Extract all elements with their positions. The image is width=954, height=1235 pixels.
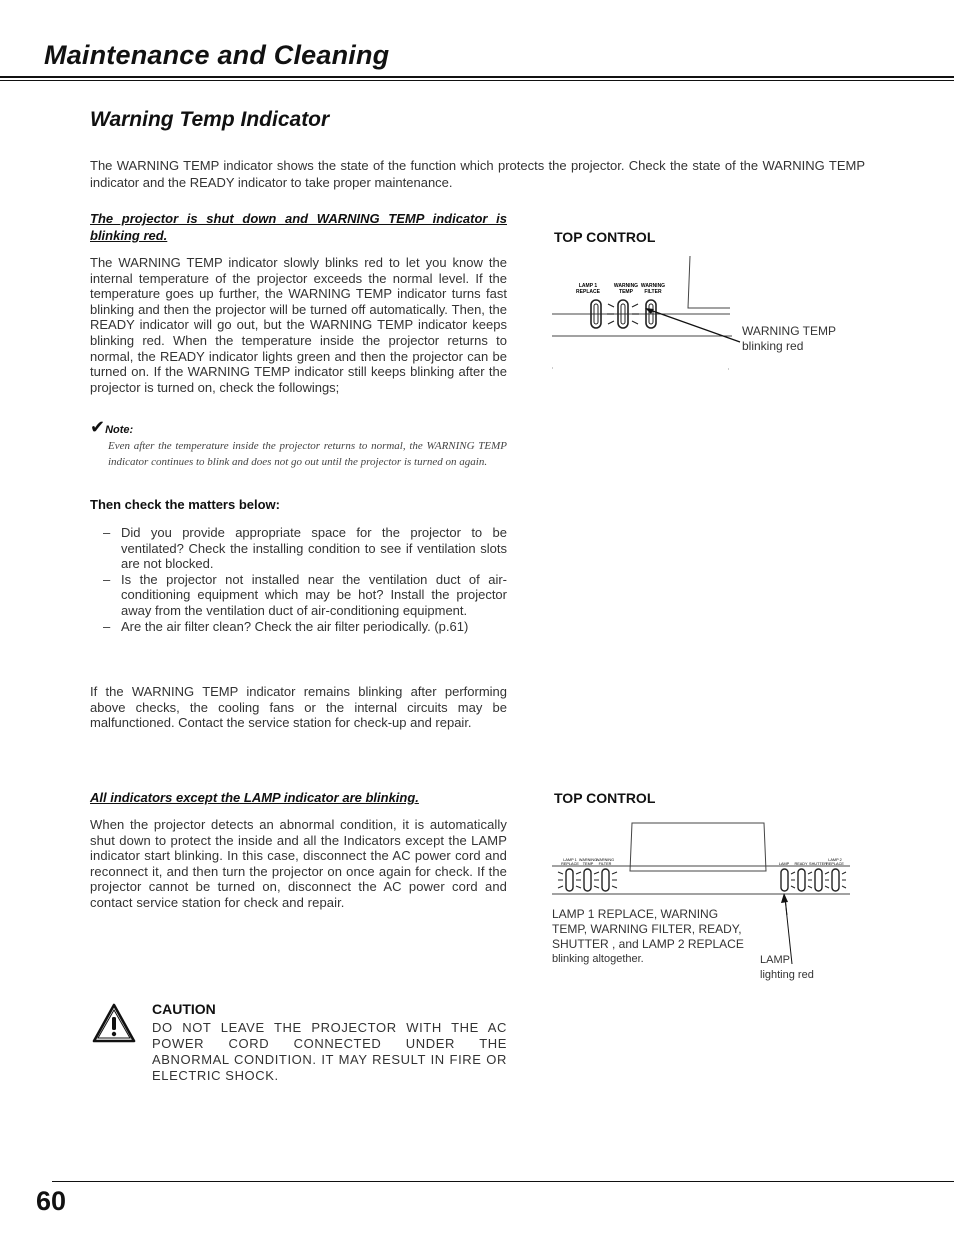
header-rule xyxy=(0,76,954,78)
note-text: Even after the temperature inside the projector returns to normal, the WARNING TEMP indicator continues to blink and does not go out until the projector is turned on again. xyxy=(108,440,507,468)
indicator-label: FILTER xyxy=(644,289,662,295)
checkmark-icon: ✔ xyxy=(90,417,106,437)
indicator-label: WARNING xyxy=(595,858,615,862)
page-number: 60 xyxy=(36,1186,67,1216)
indicator-label: WARNING xyxy=(613,283,639,289)
case2-heading: All indicators except the LAMP indicator are blinking. xyxy=(90,790,419,805)
top-control-diagram-2 xyxy=(550,815,870,915)
indicator-label: WARNING xyxy=(578,858,598,862)
caution-text: DO NOT LEAVE THE PROJECTOR WITH THE AC POWER CORD CONNECTED UNDER THE ABNORMAL CONDITION. IT MAY RESULT IN FIRE OR ELECTRIC SHOCK. xyxy=(152,1020,507,1083)
note-label: Note: xyxy=(105,424,134,436)
case1-body: The WARNING TEMP indicator slowly blinks red to let you know the internal temperature of the projector exceeds the normal level. If the temperature goes up further, the WARNING TEMP indicator turns fast blinking and then the projector will be turned off automatically. Then, the READY indicator will go out, but the WARNING TEMP indicator keeps blinking red. When the temperature inside the projector returns to normal, the READY indicator lights green and then the projector can be turned on. If the WARNING TEMP indicator still keeps blinking after the projector is turned on, check the followings; xyxy=(90,255,507,395)
section-intro: The WARNING TEMP indicator shows the state of the function which protects the projector. Check the state of the WARNING TEMP indicator and the READY indicator to take proper maintenance. xyxy=(90,158,865,190)
caution-title: CAUTION xyxy=(152,1001,216,1017)
header-rule-thin xyxy=(0,80,954,81)
figure2-title: TOP CONTROL xyxy=(554,790,656,806)
warning-triangle-icon xyxy=(91,1002,137,1044)
indicator-label: FILTER xyxy=(598,862,612,866)
indicator-label: TEMP xyxy=(582,862,594,866)
list-item: – Are the air filter clean? Check the air filter periodically. (p.61) xyxy=(103,618,469,634)
footer-rule xyxy=(52,1181,954,1182)
top-control-diagram-1 xyxy=(550,250,870,375)
check-list xyxy=(90,525,507,634)
indicator-label: LAMP xyxy=(778,862,790,866)
indicator-label: REPLACE xyxy=(561,862,579,866)
figure2-caption: LAMP 1 REPLACE, WARNING TEMP, WARNING FILTER, READY, SHUTTER , and LAMP 2 REPLACE blinking altogether. xyxy=(552,907,744,965)
case1-note xyxy=(90,418,507,470)
indicator-label: READY xyxy=(794,862,808,866)
indicator-label: REPLACE xyxy=(576,289,600,295)
case2-body: When the projector detects an abnormal condition, it is automatically shut down to protect the inside and all the Indicators except the LAMP indicator start blinking. In this case, disconnect the AC power cord and reconnect it, and then turn the projector on once again for check. If the projector cannot be turned on, disconnect the AC power cord and contact service station for check and repair. xyxy=(90,817,507,910)
figure1-title: TOP CONTROL xyxy=(554,229,656,245)
figure1-callout: WARNING TEMP blinking red xyxy=(742,324,837,353)
page-header-title: Maintenance and Cleaning xyxy=(44,40,390,70)
indicator-label: SHUTTER xyxy=(809,862,827,866)
section-title: Warning Temp Indicator xyxy=(90,108,330,131)
indicator-label: REPLACE xyxy=(826,862,844,866)
indicator-label: LAMP 2 xyxy=(828,858,842,862)
list-item: – Did you provide appropriate space for the projector to be ventilated? Check the installing condition to see if ventilation slots are not blocked. xyxy=(103,525,507,572)
indicator-led-group-left xyxy=(566,869,609,891)
case1-closing: If the WARNING TEMP indicator remains blinking after performing above checks, the cooling fans or the internal circuits may be malfunctioned. Contact the service station for check-up and repair. xyxy=(90,684,507,731)
case1-heading: The projector is shut down and WARNING TEMP indicator is blinking red. xyxy=(90,211,507,243)
indicator-label: WARNING xyxy=(640,283,666,289)
figure2-lamp-callout: LAMP lighting red xyxy=(760,954,814,981)
blink-rays-icon xyxy=(558,872,846,888)
check-heading: Then check the matters below: xyxy=(90,497,280,512)
list-item: – Is the projector not installed near the ventilation duct of air-conditioning equipment which may be hot? Install the projector away from the ventilation duct of air-conditioning equipment. xyxy=(103,571,507,618)
indicator-label: LAMP 1 xyxy=(578,283,598,289)
indicator-label: LAMP 1 xyxy=(563,858,577,862)
indicator-label: TEMP xyxy=(619,289,633,295)
